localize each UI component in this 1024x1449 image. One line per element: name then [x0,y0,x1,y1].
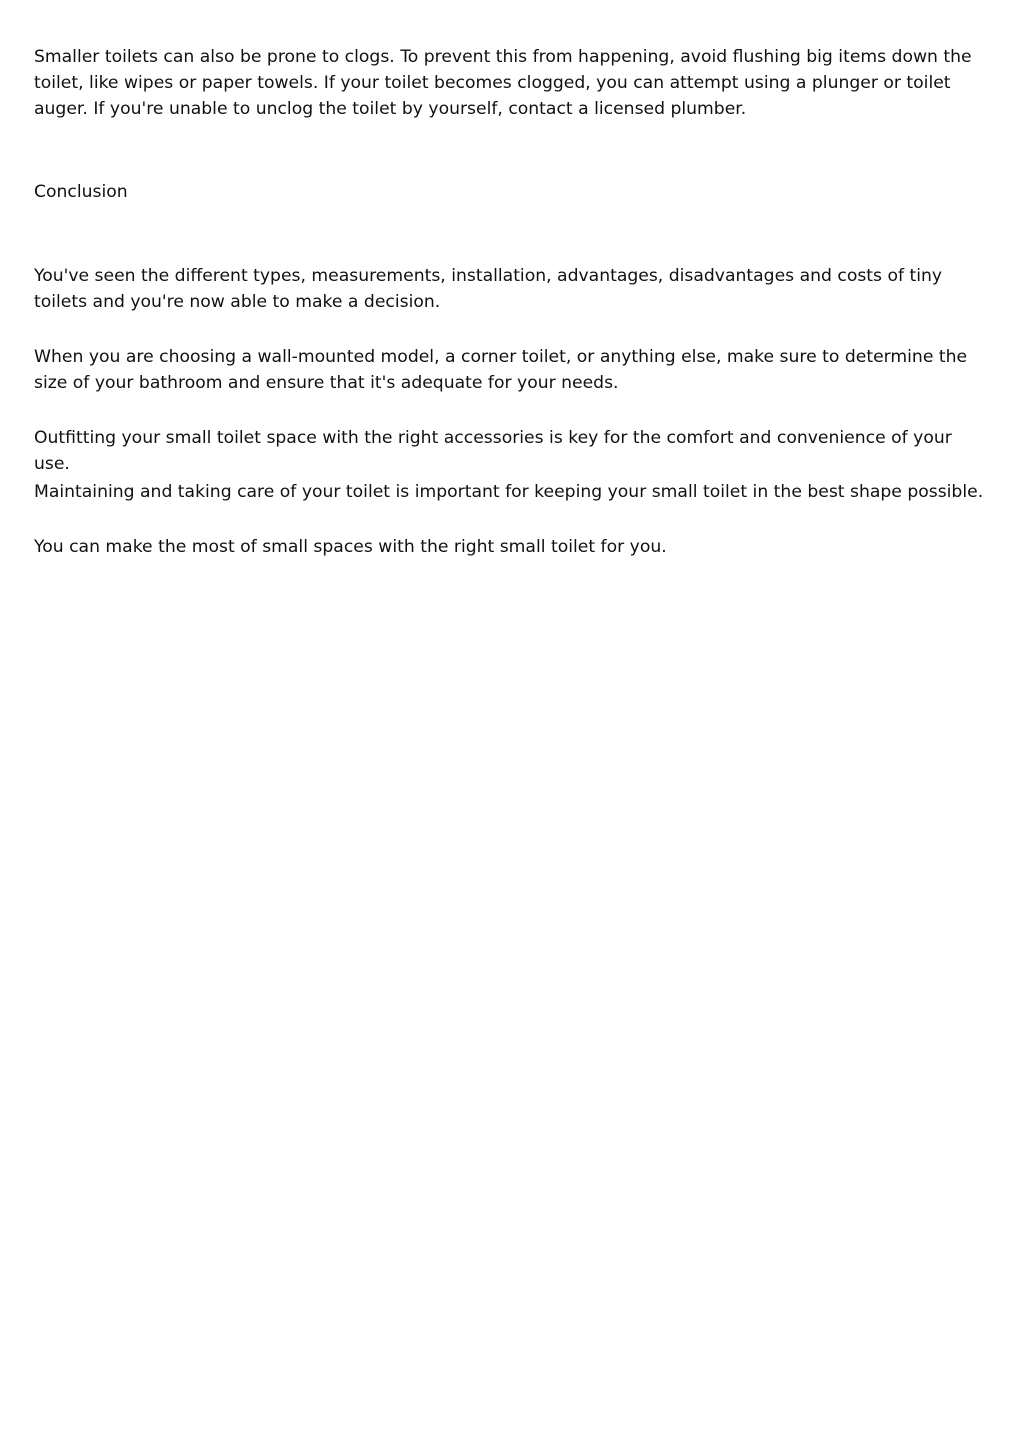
paragraph-final: You can make the most of small spaces with the right small toilet for you. [34,537,667,557]
paragraph-choosing: When you are choosing a wall-mounted model, a corner toilet, or anything else, make sure to determine the size of your bathroom and ensure that it's adequate for your needs. [34,347,968,393]
paragraph-clogs: Smaller toilets can also be prone to clogs. To prevent this from happening, avoid flushing big items down the toilet, like wipes or paper towels. If your toilet becomes clogged, you can attempt using a plunger or toilet auger. If you're unable to unclog the toilet by yourself, contact a licensed plumber. [34,47,972,119]
section-heading-conclusion: Conclusion [34,182,128,202]
paragraph-maintaining: Maintaining and taking care of your toilet is important for keeping your small toilet in the best shape possible. [34,482,984,502]
paragraph-accessories: Outfitting your small toilet space with the right accessories is key for the comfort and convenience of your use. [34,428,952,474]
paragraph-summary: You've seen the different types, measurements, installation, advantages, disadvantages and costs of tiny toilets and you're now able to make a decision. [34,266,943,312]
